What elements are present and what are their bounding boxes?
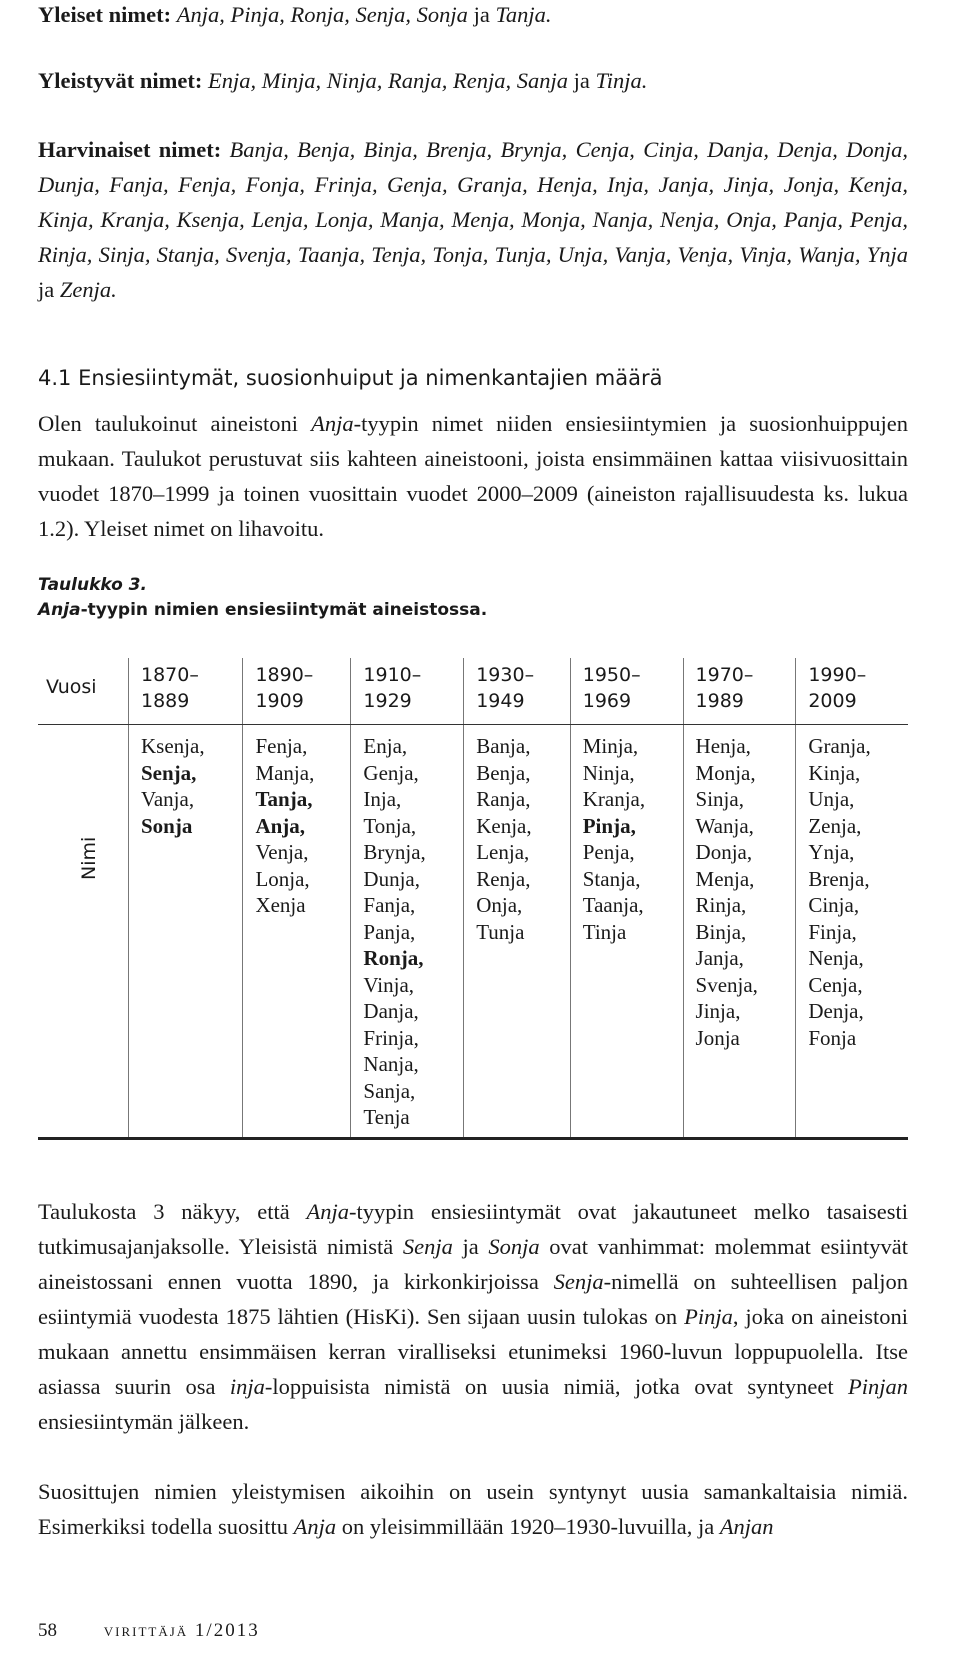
name-entry: Jonja <box>695 1025 740 1050</box>
name-entry: Frinja, <box>363 1025 419 1050</box>
name-entry: Ksenja, <box>141 734 205 758</box>
text: Olen taulukoinut aineistoni <box>38 411 312 436</box>
name-entry: Onja, <box>476 893 523 917</box>
names-cell <box>464 725 571 1139</box>
text-italic: Anjan <box>719 1514 774 1539</box>
name-entry: Danja, <box>363 999 419 1023</box>
names-cell <box>796 725 908 1139</box>
text: ovat vanhimmat: molemmat esiintyvät aineistossani ennen vuotta 1890, ja kirkonkirjoissa <box>38 1234 909 1294</box>
name-entry: Pinja, <box>582 813 636 838</box>
name-entry: Brenja, <box>808 866 870 891</box>
name-entry: Minja, <box>582 734 639 758</box>
name-entry: Binja, <box>695 919 747 944</box>
name-entry: Tonja, <box>363 813 417 838</box>
caption-italic: Anja <box>38 600 81 620</box>
journal-name: virittäjä 1/2013 <box>103 1620 260 1641</box>
text-italic: Anja <box>306 1199 350 1224</box>
name-entry: Penja, <box>582 840 635 864</box>
period-end: 1909 <box>255 690 304 712</box>
name-entry: Manja, <box>255 760 315 785</box>
name-entry: Ninja, <box>582 760 635 785</box>
body-paragraph-3 <box>38 1474 908 1544</box>
names-cell <box>683 725 796 1139</box>
period-header <box>683 658 796 725</box>
name-entry: Sanja, <box>363 1078 416 1103</box>
name-entry: Cenja, <box>808 972 863 997</box>
name-entry: Rinja, <box>695 893 747 917</box>
period-header <box>570 658 683 725</box>
text-italic: Anja <box>311 411 354 436</box>
name-entry: Fanja, <box>363 893 416 917</box>
name-entry: Denja, <box>808 999 864 1023</box>
text-italic: Pinja <box>684 1304 733 1329</box>
name-entry: Ronja, <box>363 946 424 970</box>
name-entry: Tenja <box>363 1105 410 1129</box>
text: , joka on aineistoni mukaan annettu ensimmäisen kerran viralliseksi etunimeksi 1960-luvun loppupuolella. Itse asiassa suurin osa <box>38 1304 908 1399</box>
text: -loppuisista nimistä on uusia nimiä, jotka ovat syntyneet <box>264 1374 848 1399</box>
generalizing-names: Enja, Minja, Ninja, Ranja, Renja, Sanja <box>207 68 568 93</box>
page-footer <box>38 1620 260 1642</box>
period-start: 1930– <box>476 664 535 686</box>
name-entry: Jinja, <box>695 999 741 1023</box>
names-table <box>38 658 908 1140</box>
name-entry: Unja, <box>808 787 855 811</box>
column-header-nimi: Nimi <box>78 836 100 880</box>
name-entry: Sonja <box>141 813 193 838</box>
name-entry: Ranja, <box>476 787 531 811</box>
name-entry: Sinja, <box>695 787 744 811</box>
caption-text: -tyypin nimien ensiesiintymät aineistossa. <box>80 600 488 620</box>
name-entry: Wanja, <box>695 813 754 838</box>
period-end: 1929 <box>363 690 412 712</box>
page-number: 58 <box>38 1620 57 1641</box>
period-start: 1950– <box>582 664 641 686</box>
period-end: 1989 <box>695 690 744 712</box>
rare-names-paragraph <box>38 132 908 307</box>
period-start: 1910– <box>363 664 422 686</box>
name-entry: Stanja, <box>582 866 641 891</box>
row-header-vuosi: Vuosi <box>38 658 129 725</box>
name-entry: Cinja, <box>808 893 860 917</box>
period-start: 1870– <box>141 664 199 686</box>
name-entry: Svenja, <box>695 972 758 997</box>
period-header <box>243 658 351 725</box>
text: on yleisimmillään 1920–1930-luvuilla, ja <box>336 1514 720 1539</box>
name-entry: Lenja, <box>476 840 530 864</box>
text-italic: inja <box>229 1374 265 1399</box>
name-entry: Genja, <box>363 760 419 785</box>
name-entry: Renja, <box>476 866 531 891</box>
name-entry: Anja, <box>255 813 306 838</box>
name-entry: Tinja <box>582 919 627 944</box>
period-end: 1949 <box>476 690 525 712</box>
period-header <box>796 658 908 725</box>
text: ensiesiintymän jälkeen. <box>38 1409 250 1434</box>
name-entry: Kranja, <box>582 787 646 811</box>
period-header <box>129 658 243 725</box>
text-italic: Anja <box>293 1514 337 1539</box>
name-entry: Kenja, <box>476 813 532 838</box>
section-number: 4.1 <box>38 366 72 390</box>
name-entry: Vinja, <box>363 972 415 997</box>
name-entry: Inja, <box>363 787 402 811</box>
rare-names-last: Zenja. <box>59 277 117 302</box>
body-paragraph-1 <box>38 406 908 546</box>
text: Suosittujen nimien yleistymisen aikoihin on usein syntynyt uusia samankaltaisia nimiä. Esimerkiksi todella suosittu <box>38 1479 908 1539</box>
table-caption-title <box>38 600 487 620</box>
table-caption-number: Taulukko 3. <box>38 575 147 595</box>
text: -nimellä on suhteellisen paljon esiintymiä vuodesta 1875 lähtien (HisKi). Sen sijaan uusin tulokas on <box>38 1269 908 1329</box>
period-start: 1970– <box>695 664 754 686</box>
names-cell <box>129 725 243 1139</box>
names-cell <box>570 725 683 1139</box>
rare-names-label: Harvinaiset nimet: <box>38 137 222 162</box>
generalizing-names-line <box>38 63 908 98</box>
name-entry: Menja, <box>695 866 755 891</box>
name-entry: Kinja, <box>808 760 861 785</box>
name-entry: Dunja, <box>363 866 420 891</box>
conjunction: ja <box>38 277 55 302</box>
name-entry: Xenja <box>255 893 306 917</box>
name-entry: Banja, <box>476 734 531 758</box>
body-paragraph-2 <box>38 1194 908 1439</box>
name-entry: Enja, <box>363 734 408 758</box>
name-entry: Zenja, <box>808 813 862 838</box>
common-names-line <box>38 0 908 32</box>
text-italic: Pinjan <box>848 1374 908 1399</box>
text-italic: Senja <box>402 1234 453 1259</box>
common-names-last: Tanja. <box>495 2 552 27</box>
name-entry: Brynja, <box>363 840 426 864</box>
conjunction: ja <box>573 68 590 93</box>
text: -tyypin ensiesiintymät ovat jakautuneet melko tasaisesti tutkimusajanjaksolle. Yleisistä nimistä <box>38 1199 909 1259</box>
header-row <box>38 658 908 725</box>
name-entry: Granja, <box>808 734 871 758</box>
name-entry: Janja, <box>695 946 744 970</box>
name-entry: Tanja, <box>255 787 313 811</box>
name-entry: Finja, <box>808 919 857 944</box>
name-entry: Fenja, <box>255 734 308 758</box>
period-start: 1890– <box>255 664 314 686</box>
name-entry: Vanja, <box>141 787 195 811</box>
name-entry: Venja, <box>255 840 309 864</box>
name-entry: Tunja <box>476 919 525 944</box>
generalizing-names-label: Yleistyvät nimet: <box>38 68 203 93</box>
name-entry: Lonja, <box>255 866 310 891</box>
period-header <box>464 658 571 725</box>
period-start: 1990– <box>808 664 867 686</box>
section-heading <box>38 366 662 390</box>
text: Taulukosta 3 näkyy, että <box>38 1199 307 1224</box>
common-names: Anja, Pinja, Ronja, Senja, Sonja <box>176 2 468 27</box>
name-entry: Taanja, <box>582 893 644 917</box>
name-entry: Ynja, <box>808 840 855 864</box>
rare-names: Banja, Benja, Binja, Brenja, Brynja, Cenja, Cinja, Danja, Denja, Donja, Dunja, Fanja, Fenja, Fonja, Frinja, Genja, Granja, Henja, Inja, Janja, Jinja, Jonja, Kenja, Kinja, Kranja, Ksenja, Lenja, Lonja, Manja, Menja, Monja, Nanja, Nenja, Onja, Panja, Penja, Rinja, Sinja, Stanja, Svenja, Taanja, Tenja, Tonja, Tunja, Unja, Vanja, Venja, Vinja, Wanja, Ynja <box>38 137 908 267</box>
conjunction: ja <box>473 2 490 27</box>
name-entry: Henja, <box>695 734 751 758</box>
name-entry: Nanja, <box>363 1052 419 1076</box>
text: ja <box>452 1234 489 1259</box>
name-entry: Fonja <box>808 1025 857 1050</box>
generalizing-names-last: Tinja. <box>595 68 648 93</box>
name-entry: Panja, <box>363 919 416 944</box>
period-end: 1889 <box>141 690 190 712</box>
name-entry: Benja, <box>476 760 531 785</box>
name-entry: Monja, <box>695 760 756 785</box>
column-header-cell <box>38 725 129 1139</box>
name-entry: Donja, <box>695 840 753 864</box>
common-names-label: Yleiset nimet: <box>38 2 172 27</box>
text: -tyypin nimet niiden ensiesiintymien ja suosionhuippujen mukaan. Taulukot perustuvat siis kahteen aineistooni, joista ensimmäinen kattaa viisivuosittain vuodet 1870–1999 ja toinen vuosittain vuodet 2000–2009 (aineiston rajallisuudesta ks. lukua 1.2). Yleiset nimet on lihavoitu. <box>38 411 908 541</box>
text-italic: Senja <box>553 1269 604 1294</box>
name-entry: Senja, <box>141 760 197 785</box>
text-italic: Sonja <box>488 1234 540 1259</box>
names-cell <box>351 725 464 1139</box>
names-cell <box>243 725 351 1139</box>
period-end: 1969 <box>582 690 632 712</box>
period-end: 2009 <box>808 690 857 712</box>
section-title: Ensiesiintymät, suosionhuiput ja nimenkantajien määrä <box>78 366 663 390</box>
period-header <box>351 658 464 725</box>
name-entry: Nenja, <box>808 946 864 970</box>
names-row <box>38 725 908 1139</box>
